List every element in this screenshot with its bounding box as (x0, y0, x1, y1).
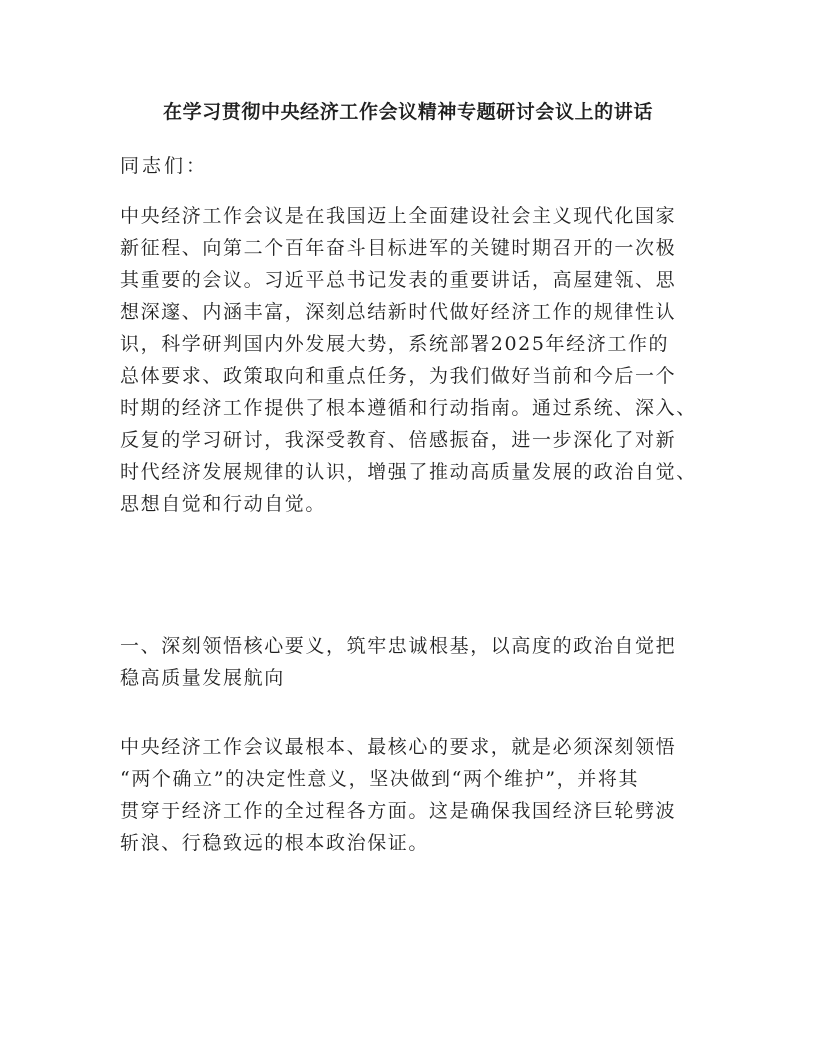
paragraph-line: 其重要的会议。习近平总书记发表的重要讲话，高屋建瓴、思 (120, 269, 677, 291)
paragraph-line: 思想自觉和行动自觉。 (120, 493, 327, 515)
greeting: 同志们： (120, 155, 209, 177)
paragraph-line: 贯穿于经济工作的全过程各方面。这是确保我国经济巨轮劈波 (120, 800, 677, 822)
paragraph-line: 识，科学研判国内外发展大势，系统部署2025年经济工作的 (120, 333, 670, 355)
paragraph-section-1 (120, 731, 720, 859)
paragraph-line: 新征程、向第二个百年奋斗目标进军的关键时期召开的一次极 (120, 237, 677, 259)
paragraph-line: 中央经济工作会议是在我国迈上全面建设社会主义现代化国家 (120, 205, 677, 227)
document-title: 在学习贯彻中央经济工作会议精神专题研讨会议上的讲话 (162, 101, 653, 123)
paragraph-line: 想深邃、内涵丰富，深刻总结新时代做好经济工作的规律性认 (120, 301, 677, 323)
heading-line: 稳高质量发展航向 (120, 667, 285, 689)
paragraph-line: “两个确立”的决定性意义，坚决做到“两个维护”，并将其 (120, 768, 640, 790)
section-heading-1 (120, 630, 720, 694)
paragraph-intro (120, 200, 720, 520)
paragraph-line: 斩浪、行稳致远的根本政治保证。 (120, 832, 430, 854)
paragraph-line: 总体要求、政策取向和重点任务，为我们做好当前和今后一个 (120, 365, 677, 387)
heading-line: 一、深刻领悟核心要义，筑牢忠诚根基，以高度的政治自觉把 (120, 635, 677, 657)
paragraph-line: 时期的经济工作提供了根本遵循和行动指南。通过系统、深入、 (120, 397, 697, 419)
paragraph-line: 中央经济工作会议最根本、最核心的要求，就是必须深刻领悟 (120, 736, 677, 758)
paragraph-line: 时代经济发展规律的认识，增强了推动高质量发展的政治自觉、 (120, 461, 697, 483)
paragraph-line: 反复的学习研讨，我深受教育、倍感振奋，进一步深化了对新 (120, 429, 677, 451)
